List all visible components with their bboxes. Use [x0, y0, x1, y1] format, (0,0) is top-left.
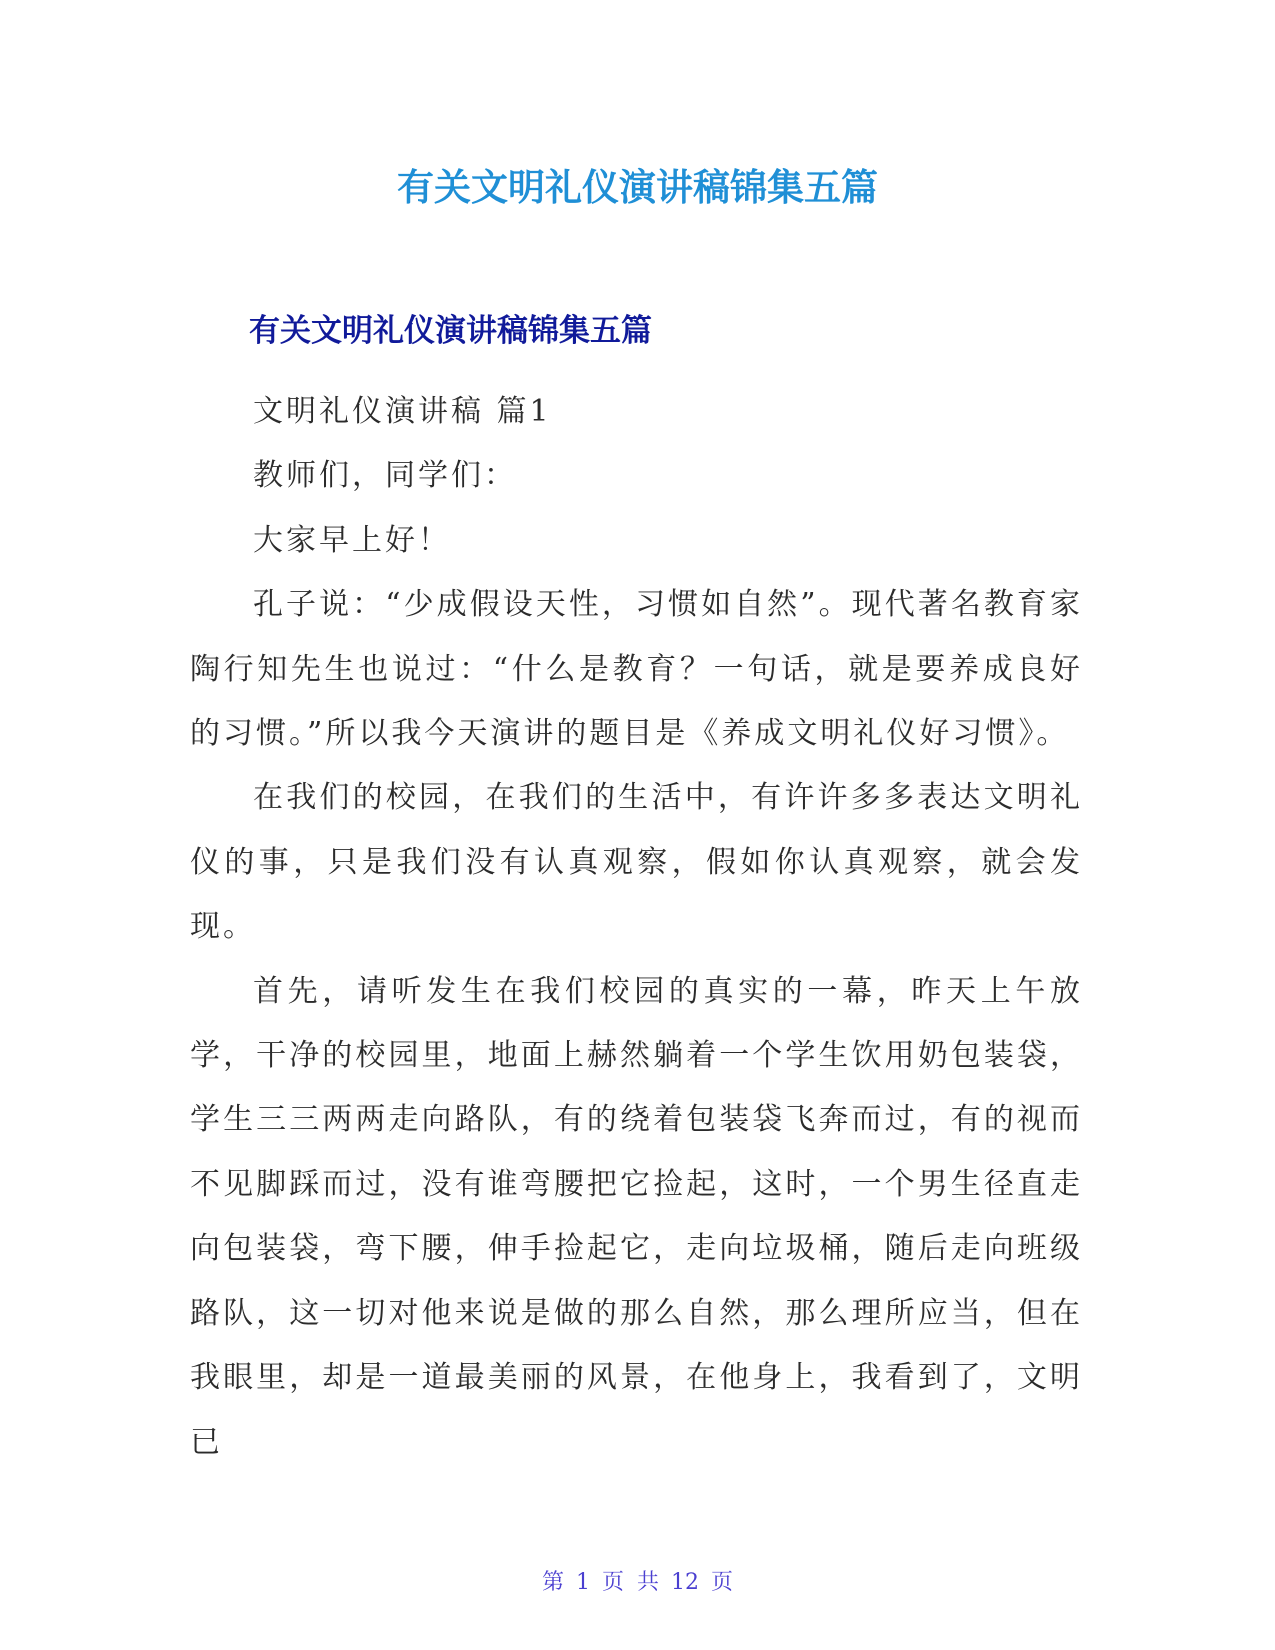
- paragraph-greeting: 大家早上好！: [253, 522, 451, 558]
- footer-suffix: 页: [711, 1570, 734, 1595]
- page-footer: [0, 1568, 1275, 1598]
- footer-current-page: 1: [576, 1570, 590, 1595]
- paragraph-salutation: 教师们，同学们：: [253, 458, 517, 494]
- paragraph-body: 孔子说：“少成假设天性，习惯如自然”。现代著名教育家陶行知先生也说过：“什么是教育？一句话，就是要养成良好的习惯。”所以我今天演讲的题目是《养成文明礼仪好习惯》。: [190, 587, 1083, 752]
- footer-prefix: 第: [541, 1570, 564, 1595]
- paragraph-body: 首先，请听发生在我们校园的真实的一幕，昨天上午放学，干净的校园里，地面上赫然躺着一个学生饮用奶包装袋，学生三三两两走向路队，有的绕着包装袋飞奔而过，有的视而不见脚踩而过，没有谁弯腰把它捡起，这时，一个男生径直走向包装袋，弯下腰，伸手捡起它，走向垃圾桶，随后走向班级路队，这一切对他来说是做的那么自然，那么理所应当，但在我眼里，却是一道最美丽的风景，在他身上，我看到了，文明已: [190, 973, 1083, 1460]
- footer-total-pages: 12: [671, 1570, 699, 1595]
- document-title: 有关文明礼仪演讲稿锦集五篇: [397, 166, 878, 209]
- paragraph-section-label: 文明礼仪演讲稿 篇1: [253, 394, 552, 429]
- section-heading: 有关文明礼仪演讲稿锦集五篇: [249, 313, 652, 349]
- paragraph-body: 在我们的校园，在我们的生活中，有许许多多表达文明礼仪的事，只是我们没有认真观察，假如你认真观察，就会发现。: [190, 780, 1083, 945]
- footer-middle: 页 共: [602, 1570, 659, 1595]
- document-body: [190, 380, 1083, 1475]
